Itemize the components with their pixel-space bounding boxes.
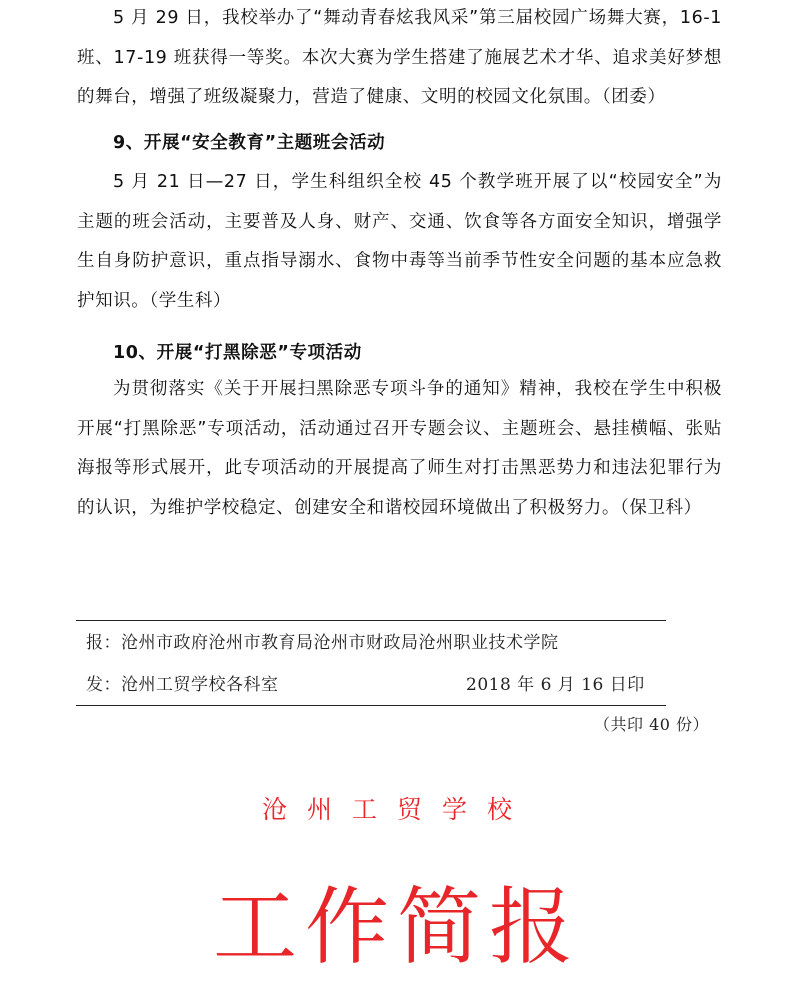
footer-top-rule bbox=[76, 620, 666, 621]
bulletin-title: 工作简报 bbox=[212, 878, 581, 976]
send-to-line: 发：沧州工贸学校各科室 bbox=[86, 675, 279, 695]
copies-count: （共印 40 份） bbox=[594, 715, 710, 734]
paragraph-dance-contest: 5 月 29 日，我校举办了“舞动青春炫我风采”第三届校园广场舞大赛，16-1 班、17-19 班获得一等奖。本次大赛为学生搭建了施展艺术才华、追求美好梦想的舞台，增强了班级凝聚力，营造了健康、文明的校园文化氛围。（团委） bbox=[77, 8, 722, 107]
print-date: 2018 年 6 月 16 日印 bbox=[466, 675, 645, 695]
school-name: 沧州工贸学校 bbox=[261, 795, 532, 824]
heading-safety-education: 9、开展“安全教育”主题班会活动 bbox=[113, 133, 386, 153]
heading-anti-crime: 10、开展“打黑除恶”专项活动 bbox=[113, 343, 362, 363]
paragraph-anti-crime: 为贯彻落实《关于开展扫黑除恶专项斗争的通知》精神，我校在学生中积极开展“打黑除恶”专项活动，活动通过召开专题会议、主题班会、悬挂横幅、张贴海报等形式展开，此专项活动的开展提高了师生对打击黑恶势力和违法犯罪行为的认识，为维护学校稳定、创建安全和谐校园环境做出了积极努力。（保卫科） bbox=[77, 379, 722, 518]
paragraph-safety-education: 5 月 21 日—27 日，学生科组织全校 45 个教学班开展了以“校园安全”为主题的班会活动，主要普及人身、财产、交通、饮食等各方面安全知识，增强学生自身防护意识，重点指导溺水、食物中毒等当前季节性安全问题的基本应急救护知识。（学生科） bbox=[77, 172, 722, 311]
report-to-line: 报：沧州市政府沧州市教育局沧州市财政局沧州职业技术学院 bbox=[86, 633, 559, 653]
footer-bottom-rule bbox=[76, 705, 666, 706]
